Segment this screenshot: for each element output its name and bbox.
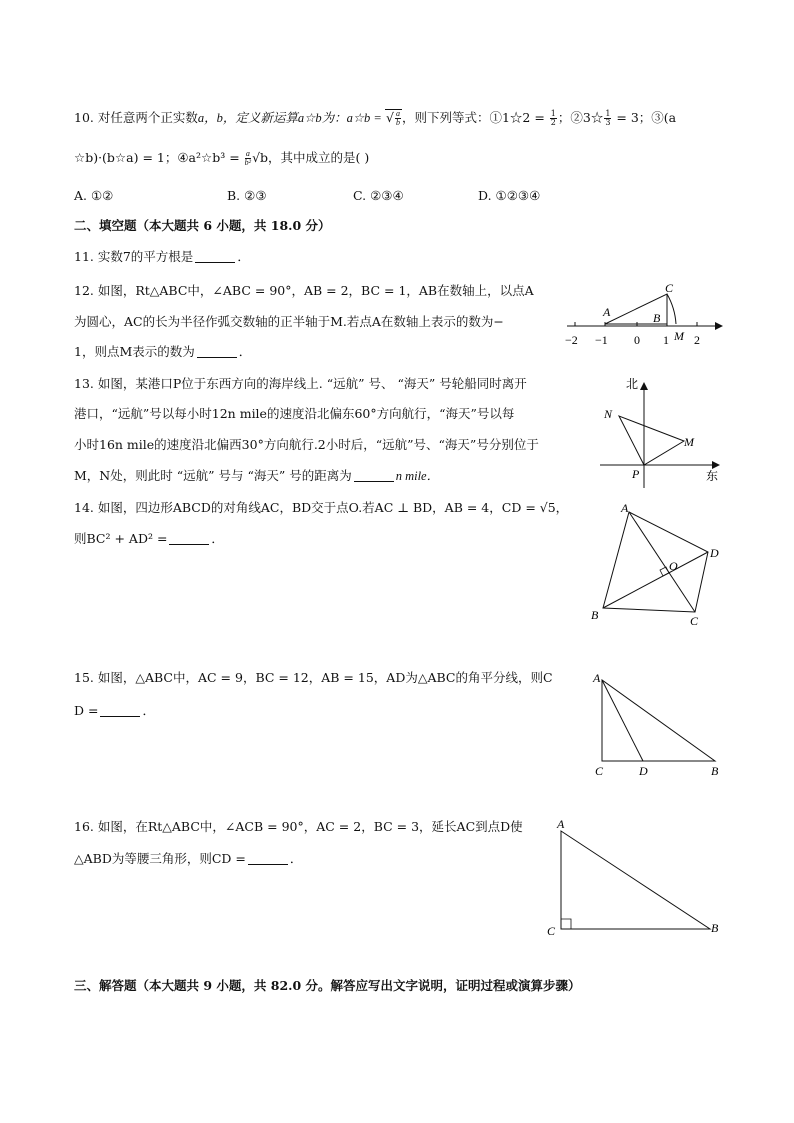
q14-end: ．: [211, 531, 224, 546]
tick-label: 1: [663, 333, 669, 347]
q14-line1: 14. 如图，四边形ABCD的对角线AC，BD交于点O.若AC ⊥ BD，AB = 4，CD = √5，: [74, 500, 569, 515]
label-b: B: [653, 311, 661, 325]
q14-quadrilateral-figure: [588, 500, 728, 630]
answer-blank[interactable]: [100, 704, 140, 717]
q16-triangle-figure: [545, 815, 725, 945]
label-b: B: [591, 608, 599, 622]
q11: [74, 249, 250, 265]
frac-den: b²: [244, 158, 252, 167]
frac-den: 3: [605, 118, 611, 127]
label-b: B: [711, 921, 719, 935]
label-d: D: [639, 764, 648, 778]
frac-den: 2: [550, 118, 556, 127]
q10-text-e: ；②3☆: [557, 110, 604, 125]
label-o: O: [669, 559, 678, 573]
q10-line2: [74, 150, 369, 167]
q13-line1: 13. 如图，某港口P位于东西方向的海岸线上. “远航” 号、 “海天” 号轮船同时离开: [74, 376, 527, 391]
section-3-heading: 三、解答题（本大题共 9 小题，共 82.0 分。解答应写出文字说明，证明过程或演算步骤）: [74, 978, 581, 993]
frac-num: a: [395, 109, 400, 118]
q11-end: ．: [237, 249, 250, 264]
q10-text-h: √b，其中成立的是( ): [252, 150, 370, 165]
q12-number-line-figure: [565, 281, 725, 364]
q13-compass-figure: [598, 374, 728, 484]
answer-blank[interactable]: [169, 532, 209, 545]
q13-line3: 小时16n mile的速度沿北偏西30°方向航行.2小时后，“远航”号、“海天”号分别位于: [74, 437, 539, 452]
option-c[interactable]: C. ②③④: [353, 188, 404, 203]
label-a: A: [603, 305, 611, 319]
label-d: D: [710, 546, 719, 560]
q10-frac-ab2: [245, 150, 251, 167]
q10-frac-half: [550, 110, 557, 127]
q10-line1: [74, 110, 676, 127]
section-2-heading: 二、填空题（本大题共 6 小题，共 18.0 分）: [74, 218, 331, 233]
tick-label: −2: [565, 333, 578, 347]
q15-triangle-figure: [590, 668, 730, 788]
tick-label: 0: [634, 333, 640, 347]
tick-label: −1: [595, 333, 608, 347]
q14-text: 则BC² + AD² =: [74, 531, 168, 546]
q16-text: △ABD为等腰三角形，则CD =: [74, 851, 246, 866]
q12-text: 1，则点M表示的数为: [74, 344, 195, 359]
frac-num: 1: [550, 109, 556, 118]
label-p: P: [632, 467, 640, 481]
q10-frac-third: [604, 110, 611, 127]
q10-text-d: ，则下列等式：①1☆2 =: [401, 110, 549, 125]
answer-blank[interactable]: [195, 250, 235, 263]
q16-end: ．: [289, 851, 303, 866]
tick-label: 2: [694, 333, 700, 347]
option-a[interactable]: A. ①②: [74, 188, 114, 203]
q10-text-a: 10. 对任意两个正实数: [74, 110, 198, 125]
answer-blank[interactable]: [354, 469, 394, 482]
q10-text-c: a☆b为：a☆b =: [297, 111, 385, 125]
label-m: M: [674, 329, 684, 343]
q13-line2: 港口，“远航”号以每小时12n mile的速度沿北偏东60°方向航行，“海天”号以每: [74, 406, 515, 421]
q16-line2: [74, 851, 302, 867]
q11-text: 11. 实数7的平方根是: [74, 249, 194, 264]
label-a: A: [621, 501, 629, 515]
q13-end: n mile．: [395, 469, 440, 483]
q15-line1: 15. 如图，△ABC中，AC = 9，BC = 12，AB = 15，AD为△ABC的角平分线，则C: [74, 670, 553, 685]
label-c: C: [547, 924, 556, 938]
answer-blank[interactable]: [248, 852, 288, 865]
q15-end: ．: [142, 703, 155, 718]
frac-num: 1: [605, 109, 611, 118]
label-b: B: [711, 764, 719, 778]
label-n: N: [604, 407, 613, 421]
label-m: M: [684, 435, 694, 449]
q12-line3: [74, 344, 251, 360]
q12-line1: 12. 如图，Rt△ABC中，∠ABC = 90°，AB = 2，BC = 1，AB在数轴上，以点A: [74, 283, 534, 298]
q10-sqrt: √ $\frac{a}{b}$: [385, 109, 400, 127]
option-d[interactable]: D. ①②③④: [478, 188, 541, 203]
q15-text: D =: [74, 703, 99, 718]
q13-line4: [74, 468, 439, 484]
q13-text: M，N处，则此时 “远航” 号与 “海天” 号的距离为: [74, 468, 352, 483]
q16-line1: 16. 如图，在Rt△ABC中，∠ACB = 90°，AC = 2，BC = 3，延长AC到点D使: [74, 819, 523, 834]
q10-text-b: a，b，定义新运算: [197, 111, 298, 125]
frac-den: b: [395, 118, 400, 127]
q12-end: ．: [238, 344, 252, 359]
q14-line2: [74, 531, 224, 547]
label-c: C: [690, 614, 699, 628]
frac-num: a: [245, 149, 250, 158]
option-b[interactable]: B. ②③: [227, 188, 267, 203]
label-north: 北: [626, 377, 639, 391]
answer-blank[interactable]: [197, 345, 237, 358]
q10-frac-ab: [395, 110, 401, 127]
label-a: A: [593, 671, 601, 685]
q15-line2: [74, 703, 155, 719]
label-a: A: [557, 817, 565, 831]
q12-line2: 为圆心，AC的长为半径作弧交数轴的正半轴于M.若点A在数轴上表示的数为−: [74, 314, 504, 329]
label-c: C: [665, 281, 674, 295]
label-c: C: [595, 764, 604, 778]
q10-text-g: ☆b)·(b☆a) = 1；④a²☆b³ =: [74, 150, 244, 165]
label-east: 东: [706, 469, 719, 483]
q10-text-f: = 3；③(a: [612, 110, 677, 125]
